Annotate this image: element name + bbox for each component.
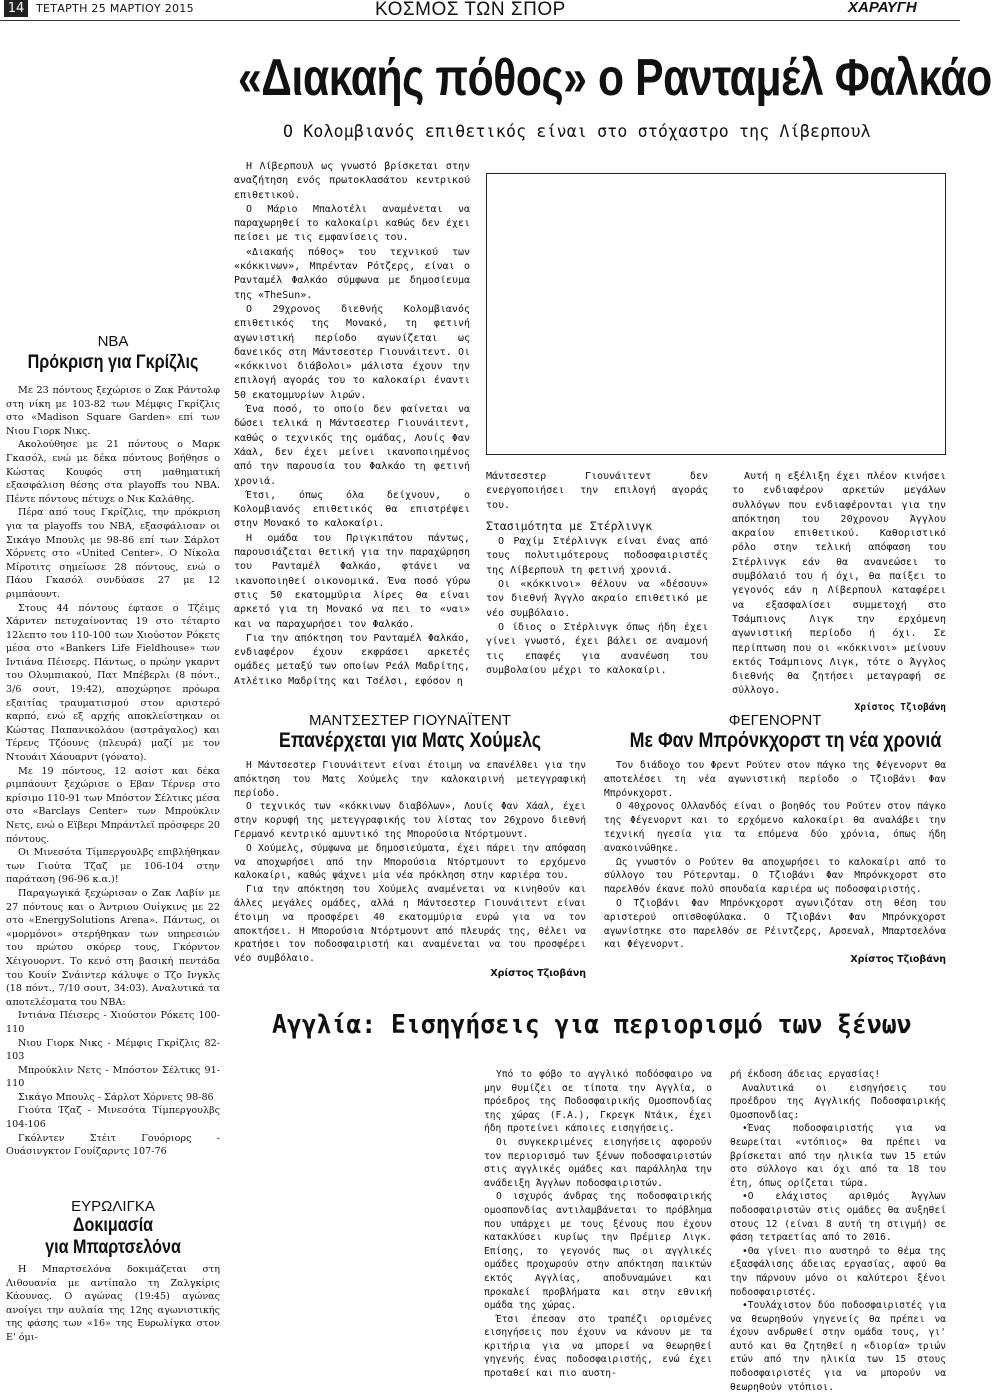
united-kicker: ΜΑΝΤΣΕΣΤΕΡ ΓΙΟΥΝΑΪΤΕΝΤ bbox=[309, 712, 511, 729]
section-title: ΚΟΣΜΟΣ ΤΩΝ ΣΠΟΡ bbox=[375, 0, 566, 20]
nba-column: NBA Πρόκριση για Γκρίζλις Με 23 πόντους ξεχώρισε ο Ζακ Ράντολφ στη νίκη με 103-82 των Μέμφις Γκρίζλις στο «Madison Square Garden» επί των Νιου Γιορκ Νικς. Ακολούθησε με 21 πόντους ο Μαρκ Γκασόλ, ενώ με δέκα πόντους βοήθησε ο Κώστας Κουφός στη μαθηματική εξασφάλιση θέσης στα playoffs του NBA. Πέντε πόντους πέτυχε ο Νικ Καλάθης. Πέρα από τους Γκρίζλις, την πρόκριση για τα playoffs του NBA, εξασφάλισαν οι Σικάγο Μπουλς με 98-86 επί των Σάρλοτ Χόρνετς στο «United Center». Ο Νίκολα Μίροτιτς σημείωσε 28 πόντους, ενώ ο Πάου Γκασόλ συνδύασε 27 με 12 ριμπάουντ. Στους 44 πόντους έφτασε ο Τζέιμς Χάρντεν πετυχαίνοντας 19 στο τέταρτο 12λεπτο του 110-100 των Χιούστον Ρόκετς μέσα στο «Bankers Life Fieldhouse» των Ιντιάνα Πέισερς. Πάντως, ο πρώην γκαρντ του Ολυμπιακού, Πατ Μπέβερλι (8 πόντ., 3/6 σουτ, 19:42), αποχώρησε πρόωρα εξαιτίας τραυματισμού στον αριστερό καρπό, ενώ εξ αρχής αποκλείστηκαν οι Κώστας Παπανικολάου (αστράγαλος) και Τέρενς Τζόουνς (πλευρά) μαζί με τον Ντουάιτ Χάουαρντ (γόνατο). Με 19 πόντους, 12 ασίστ και δέκα ριμπάουντ ξεχώρισε ο Εβαν Τέρνερ στο κρίσιμο 110-91 των Μπόστον Σέλτικς μέσα στο «Barclays Center» των Μπρούκλιν Νετς, ενώ ο Εϊβερι Μπράντλεϊ πρόσφερε 20 πόντους. Οι Μινεσότα Τίμπεργουλβς επιβλήθηκαν των Γιούτα Τζαζ με 106-104 στην παράταση (96-96 κ.α.)! Παραγωγικά ξεχώρισαν ο Ζακ Λαβίν με 27 πόντους και ο Άντριου Ουίγκινς με 22 στο «EnergySolutions Arena». Πάντως, οι «μορμόνοι» στερήθηκαν των υπηρεσιών του πρώτου σκόρερ τους, Γκόρντον Χέιγουορντ. Το κενό στη βασική πεντάδα του Κουίν Σνάιντερ κάλυψε ο Τζο Ινγκλς (18 πόντ., 7/10 σουτ, 34:03). Αναλυτικά τα αποτελέσματα του NBA: Ιντιάνα Πέισερς - Χιούστον Ρόκετς 100-110 Νιου Γιορκ Νικς - Μέμφις Γκρίζλις 82-103 Μπρούκλιν Νετς - Μπόστον Σέλτικς 91-110 Σικάγο Μπουλς - Σάρλοτ Χόρνετς 98-86 Γιούτα Τζαζ - Μινεσότα Τίμπεργουλβς 104-106 Γκόλντεν Στέιτ Γουόριορς - Ουάσινγκτον Γουίζαρντς 107-76 bbox=[6, 333, 220, 1158]
nba-result: Γκόλντεν Στέιτ Γουόριορς - Ουάσινγκτον Γουίζαρντς 107-76 bbox=[6, 1132, 220, 1158]
euroleague-headline-1: Δοκιμασία bbox=[72, 1215, 154, 1236]
author-signature: Χρίστος Τζιοβάνη bbox=[854, 701, 946, 713]
main-headline: «Διακαής πόθος» ο Ρανταμέλ Φαλκάο bbox=[238, 49, 992, 107]
subheading-sterling: Στασιμότητα με Στέρλινγκ bbox=[486, 518, 653, 533]
feyenoord-headline: Με Φαν Μπρόνκχορστ τη νέα χρονιά bbox=[629, 729, 942, 752]
nba-result: Γιούτα Τζαζ - Μινεσότα Τίμπεργουλβς 104-106 bbox=[6, 1105, 220, 1131]
feyenoord-signature: Χρίστος Τζιοβάνη bbox=[850, 954, 946, 966]
nba-kicker: NBA bbox=[97, 333, 129, 350]
united-article: ΜΑΝΤΣΕΣΤΕΡ ΓΙΟΥΝΑΪΤΕΝΤ Επανέρχεται για Ματς Χούμελς Η Μάντσεστερ Γιουνάιτεντ είναι έτοιμη να επανέλθει για την απόκτηση του Ματς Χούμελς την καλοκαιρινή μετεγγραφική περίοδο. Ο τεχνικός των «κόκκινων διαβόλων», Λουίς Φαν Χάαλ, έχει στην κορυφή της μετεγγραφικής του λίστας τον 26χρονο διεθνή Γερμανό κεντρικό αμυντικό της Μπορούσια Ντόρτμουντ. Ο Χούμελς, σύμφωνα με δημοσιεύματα, έχει πάρει την απόφαση να αποχωρήσει από την Μπορούσια Ντόρτμουντ το ερχόμενο καλοκαίρι, καθώς ψάχνει μία νέα πρόκληση στην καριέρα του. Για την απόκτηση του Χούμελς αναμένεται να κινηθούν και άλλες μεγάλες ομάδες, αλλά η Μάντσεστερ Γιουνάιτεντ είναι έτοιμη να προσφέρει 40 εκατομμύρια ευρώ για να τον αποκτήσει. Η Μπορούσια Ντόρτμουντ από πλευράς της, θέλει να κρατήσει τον ποδοσφαιριστή και αναμένεται να του προσφέρει νέο συμβόλαιο. Χρίστος Τζιοβάνη bbox=[234, 712, 586, 979]
nba-headline: Πρόκριση για Γκρίζλις bbox=[27, 352, 199, 373]
page-number: 14 bbox=[4, 0, 28, 17]
united-signature: Χρίστος Τζιοβάνη bbox=[490, 967, 586, 979]
newspaper-logo: ΧΑΡΑΥΓΗ bbox=[848, 0, 917, 16]
article-photo bbox=[486, 173, 946, 455]
nba-result: Μπρούκλιν Νετς - Μπόστον Σέλτικς 91-110 bbox=[6, 1064, 220, 1090]
issue-date: ΤΕΤΑΡΤΗ 25 ΜΑΡΤΙΟΥ 2015 bbox=[36, 2, 194, 15]
main-article-col2: Μάντσεστερ Γιουνάιτεντ δεν ενεργοποιήσει την επιλογή αγοράς του. Στασιμότητα με Στέρλινγκ Ο Ραχίμ Στέρλινγκ είναι ένας από τους πολυτιμότερους ποδοσφαιριστές της Λίβερπουλ τη φετινή χρονιά. Οι «κόκκινοι» θέλουν να «δέσουν» τον διεθνή Άγγλο ακραίο επιθετικό με νέο συμβόλαιο. Ο ίδιος ο Στέρλινγκ όπως ήδη έχει γίνει γνωστό, έχει βάλει σε αναμονή τις επαφές για ανανέωση του συμβολαίου μέχρι το καλοκαίρι. bbox=[486, 471, 708, 676]
feyenoord-kicker: ΦΕΓΕΝΟΡΝΤ bbox=[728, 712, 822, 729]
main-subtitle: Ο Κολομβιανός επιθετικός είναι στο στόχαστρο της Λίβερπουλ bbox=[283, 122, 871, 141]
england-col1: Υπό το φόβο το αγγλικό ποδόσφαιρο να μην θυμίζει σε τίποτα την Αγγλία, ο πρόεδρος της Ποδοσφαιρικής Ομοσπονδίας της χώρας (F.A.), Γκρεγκ Ντάικ, έχει ήδη προτείνει κάποιες εισηγήσεις. Οι συγκεκριμένες εισηγήσεις αφορούν τον περιορισμό των ξένων ποδοσφαιριστών στις αγγλικές ομάδες και παράλληλα την ανάδειξη Άγγλων ποδοσφαιριστών. Ο ισχυρός άνδρας της ποδοσφαιρικής ομοσπονδίας αντιλαμβάνεται το πρόβλημα που υπάρχει με τους ξένους που έχουν κατακλύσει κυρίως την Πρέμιερ Λιγκ. Επίσης, το γεγονός πως οι αγγλικές ομάδες προχωρούν στην απόκτηση παικτών εκτός Αγγλίας, αποδυναμώνει και προκαλεί προβλήματα και στην εθνική ομάδα της χώρας. Έτσι έπεσαν στο τραπέζι ορισμένες εισηγήσεις που έχουν να κάνουν με τα κριτήρια για να μπορεί να θεωρηθεί γηγενής ένας ποδοσφαιριστής, ενώ έχει προταθεί και πιο αυστη- bbox=[484, 1069, 712, 1380]
england-col2: ρή έκδοση άδειας εργασίας! Αναλυτικά οι εισηγήσεις του προέδρου της Αγγλικής Ποδοσφαιρικής Ομοσπονδίας: •Ένας ποδοσφαιριστής για να θεωρείται «ντόπιος» θα πρέπει να βρίσκεται από την ηλικία των 15 ετών στο σύλλογο και όχι από τα 18 του έτη, όπως ορίζεται τώρα. •Ο ελάχιστος αριθμός Άγγλων ποδοσφαιριστών στις ομάδες θα αυξηθεί στους 12 (είναι 8 αυτή τη στιγμή) σε φάση τετραετίας από το 2016. •Θα γίνει πιο αυστηρό το θέμα της εξασφάλισης άδειας εργασίας, αφού θα την πάρνουν μόνο οι καλύτεροι ξένοι ποδοσφαιριστές. •Τουλάχιστον δύο ποδοσφαιριστές για να θεωρηθούν γηγενείς θα πρέπει να έχουν ανδρωθεί στην ομάδα τους, γι' αυτό και θα ζητηθεί η «διορία» τριών ετών από την ηλικία των 15 στους ποδοσφαιριστές για να μπορούν να θεωρηθούν ντόπιοι. bbox=[730, 1069, 946, 1393]
nba-result: Νιου Γιορκ Νικς - Μέμφις Γκρίζλις 82-103 bbox=[6, 1037, 220, 1063]
feyenoord-article: ΦΕΓΕΝΟΡΝΤ Με Φαν Μπρόνκχορστ τη νέα χρονιά Τον διάδοχο του Φρεντ Ρούτεν στον πάγκο της Φέγενορντ θα αποτελέσει τη νέα αγωνιστική περίοδο ο Τζιοβάνι Φαν Μπρόνκχορστ. Ο 40χρονος Ολλανδός είναι ο βοηθός του Ρούτεν στον πάγκο της Φέγενορντ και το ερχόμενο καλοκαίρι θα αναλάβει την τεχνική ηγεσία για τα επόμενα δύο χρόνια, όπως ήδη ανακοινώθηκε. Ως γνωστόν ο Ρούτεν θα αποχωρήσει το καλοκαίρι από το σύλλογο του Ρότερνταμ. Ο Τζιοβάνι Φαν Μπρόνκχορστ στο παρελθόν έκανε πολύ σπουδαία καριέρα ως ποδοσφαιριστής. Ο Τζιοβάνι Φαν Μπρόνκχορστ αγωνιζόταν στη θέση του αριστερού οπισθοφύλακα. Ο Τζιοβάνι Φαν Μπρόνκχορστ αγωνίστηκε στο παρελθόν σε Ρέιντζερς, Αρσεναλ, Μπαρτσελόνα και Φέγενορντ. Χρίστος Τζιοβάνη bbox=[604, 712, 946, 966]
euroleague-column: ΕΥΡΩΛΙΓΚΑ Δοκιμασία για Μπαρτσελόνα Η Μπαρτσελόνα δοκιμάζεται στη Λιθουανία με αντίπαλο τη Ζαλγκίρις Κάουνας. Ο αγώνας (19:45) αγώνας ανοίγει την αυλαία της 12ης αγωνιστικής της φάσης των «16» της Ευρωλίγκα στον Ε' όμι- bbox=[6, 1198, 220, 1343]
main-article-col3: Αυτή η εξέλιξη έχει πλέον κινήσει το ενδιαφέρον αρκετών μεγάλων συλλόγων που ενδιαφέρονται για την απόκτηση του 20χρονου Άγγλου ακραίου επιθετικού. Καθοριστικό ρόλο στην τελική απόφαση του Στέρλινγκ εάν θα ανανεώσει το συμβόλαιό του ή όχι, θα παίξει το γεγονός εάν η Λίβερπουλ καταφέρει να εξασφαλίσει συμμετοχή στο Τσάμπιονς Λιγκ την ερχόμενη αγωνιστική περίοδο ή όχι. Σε περίπτωση που οι «κόκκινοι» μείνουν εκτός Τσάμπιονς Λιγκ, τότε ο Άγγλος διεθνής θα ζητήσει μεταγραφή σε σύλλογο. Χρίστος Τζιοβάνη bbox=[732, 470, 946, 715]
euroleague-headline-2: για Μπαρτσελόνα bbox=[45, 1237, 181, 1258]
england-headline: Αγγλία: Εισηγήσεις για περιορισμό των ξένων bbox=[272, 1010, 912, 1040]
united-headline: Επανέρχεται για Ματς Χούμελς bbox=[278, 729, 542, 752]
nba-result: Σικάγο Μπουλς - Σάρλοτ Χόρνετς 98-86 bbox=[18, 1091, 214, 1103]
header-rule bbox=[0, 20, 960, 21]
euroleague-kicker: ΕΥΡΩΛΙΓΚΑ bbox=[71, 1198, 155, 1215]
main-article-col1: Η Λίβερπουλ ως γνωστό βρίσκεται στην αναζήτηση ενός πρωτοκλασάτου κεντρικού επιθετικού. Ο Μάριο Μπαλοτέλι αναμένεται να παραχωρηθεί το καλοκαίρι καθώς δεν έχει πείσει με τις εμφανίσεις του. «Διακαής πόθος» του τεχνικού των «κόκκινων», Μπρένταν Ρότζερς, είναι ο Ρανταμέλ Φαλκάο σύμφωνα με δημοσίευμα της «TheSun». Ο 29χρονος διεθνής Κολομβιανός επιθετικός της Μονακό, τη φετινή αγωνιστική περίοδο αγωνίζεται ως δανεικός στη Μάντσεστερ Γιουνάιτεντ. Οι «κόκκινοι διάβολοι» μάλιστα έχουν την επιλογή αγοράς του το καλοκαίρι έναντι 50 εκατομμυρίων λιρών. Ένα ποσό, το οποίο δεν φαίνεται να δώσει τελικά η Μάντσεστερ Γιουνάιτεντ, καθώς ο τεχνικός της ομάδας, Λουίς Φαν Χάαλ, δεν έχει μείνει ικανοποιημένος από την παρουσία του Φαλκάο τη φετινή χρονιά. Έτσι, όπως όλα δείχνουν, ο Κολομβιανός επιθετικός θα επιστρέψει στην Μονακό το καλοκαίρι. Η ομάδα του Πριγκιπάτου πάντως, παρουσιάζεται θετική για την παραχώρηση του Ρανταμέλ Φαλκάο, φτάνει να ικανοποιηθεί οικονομικά. Ένα ποσό γύρω στις 50 εκατομμύρια λίρες θα είναι αρκετό για τη Μονακό να πει το «ναι» και να παραχωρήσει τον Φαλκάο. Για την απόκτηση του Ρανταμέλ Φαλκάο, ενδιαφέρον έχουν εκφράσει αρκετές ομάδες μεταξύ των οποίων Ρεάλ Μαδρίτης, Ατλέτικο Μαδρίτης και Τσέλσι, εφόσον η bbox=[234, 161, 470, 687]
nba-result: Ιντιάνα Πέισερς - Χιούστον Ρόκετς 100-110 bbox=[6, 1010, 220, 1035]
